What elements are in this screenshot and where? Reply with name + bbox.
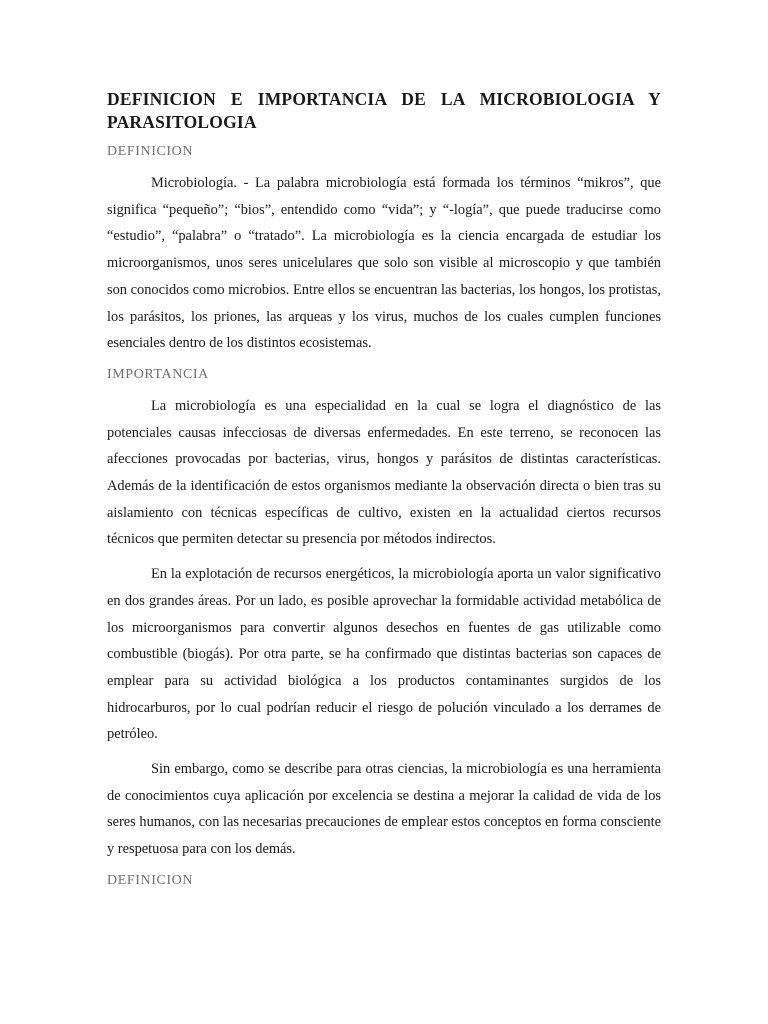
paragraph: En la explotación de recursos energéticos, la microbiología aporta un valor significativo en dos grandes áreas. Por un lado, es posible aprovechar la formidable actividad metabólica de los microorganismos para convertir algunos desechos en fuentes de gas utilizable como combustible (biogás). Por otra parte, se ha confirmado que distintas bacterias son capaces de emplear para su actividad biológica a los productos contaminantes surgidos de los hidrocarburos, por lo cual podrían reducir el riesgo de polución vinculado a los derrames de petróleo. — [107, 566, 661, 743]
paragraph: Sin embargo, como se describe para otras ciencias, la microbiología es una herramienta de conocimientos cuya aplicación por excelencia se destina a mejorar la calidad de vida de los seres humanos, con las necesarias precauciones de emplear estos conceptos en forma consciente y respetuosa para con los demás. — [107, 761, 661, 858]
section-definicion — [107, 142, 661, 357]
paragraph: La microbiología es una especialidad en la cual se logra el diagnóstico de las potenciales causas infecciosas de diversas enfermedades. En este terreno, se reconocen las afecciones provocadas por bacterias, virus, hongos y parásitos de distintas características. Además de la identificación de estos organismos mediante la observación directa o bien tras su aislamiento con técnicas específicas de cultivo, existen en la actualidad ciertos recursos técnicos que permiten detectar su presencia por métodos indirectos. — [107, 397, 661, 548]
section-heading: DEFINICION — [107, 872, 194, 888]
document-page — [107, 88, 661, 899]
section-importancia — [107, 365, 661, 863]
section-heading: DEFINICION — [107, 144, 194, 159]
paragraph: Microbiología. - La palabra microbiología está formada los términos “mikros”, que significa “pequeño”; “bios”, entendido como “vida”; y “-logía”, que puede traducirse como “estudio”, “palabra” o “tratado”. La microbiología es la ciencia encargada de estudiar los microorganismos, unos seres unicelulares que solo son visible al microscopio y que también son conocidos como microbios. Entre ellos se encuentran las bacterias, los hongos, los protistas, los parásitos, los priones, las arqueas y los virus, muchos de los cuales cumplen funciones esenciales dentro de los distintos ecosistemas. — [107, 175, 661, 352]
document-title: DEFINICION E IMPORTANCIA DE LA MICROBIOLOGIA Y PARASITOLOGIA — [107, 89, 661, 132]
section-definicion-2 — [107, 871, 661, 891]
section-heading: IMPORTANCIA — [107, 366, 209, 382]
